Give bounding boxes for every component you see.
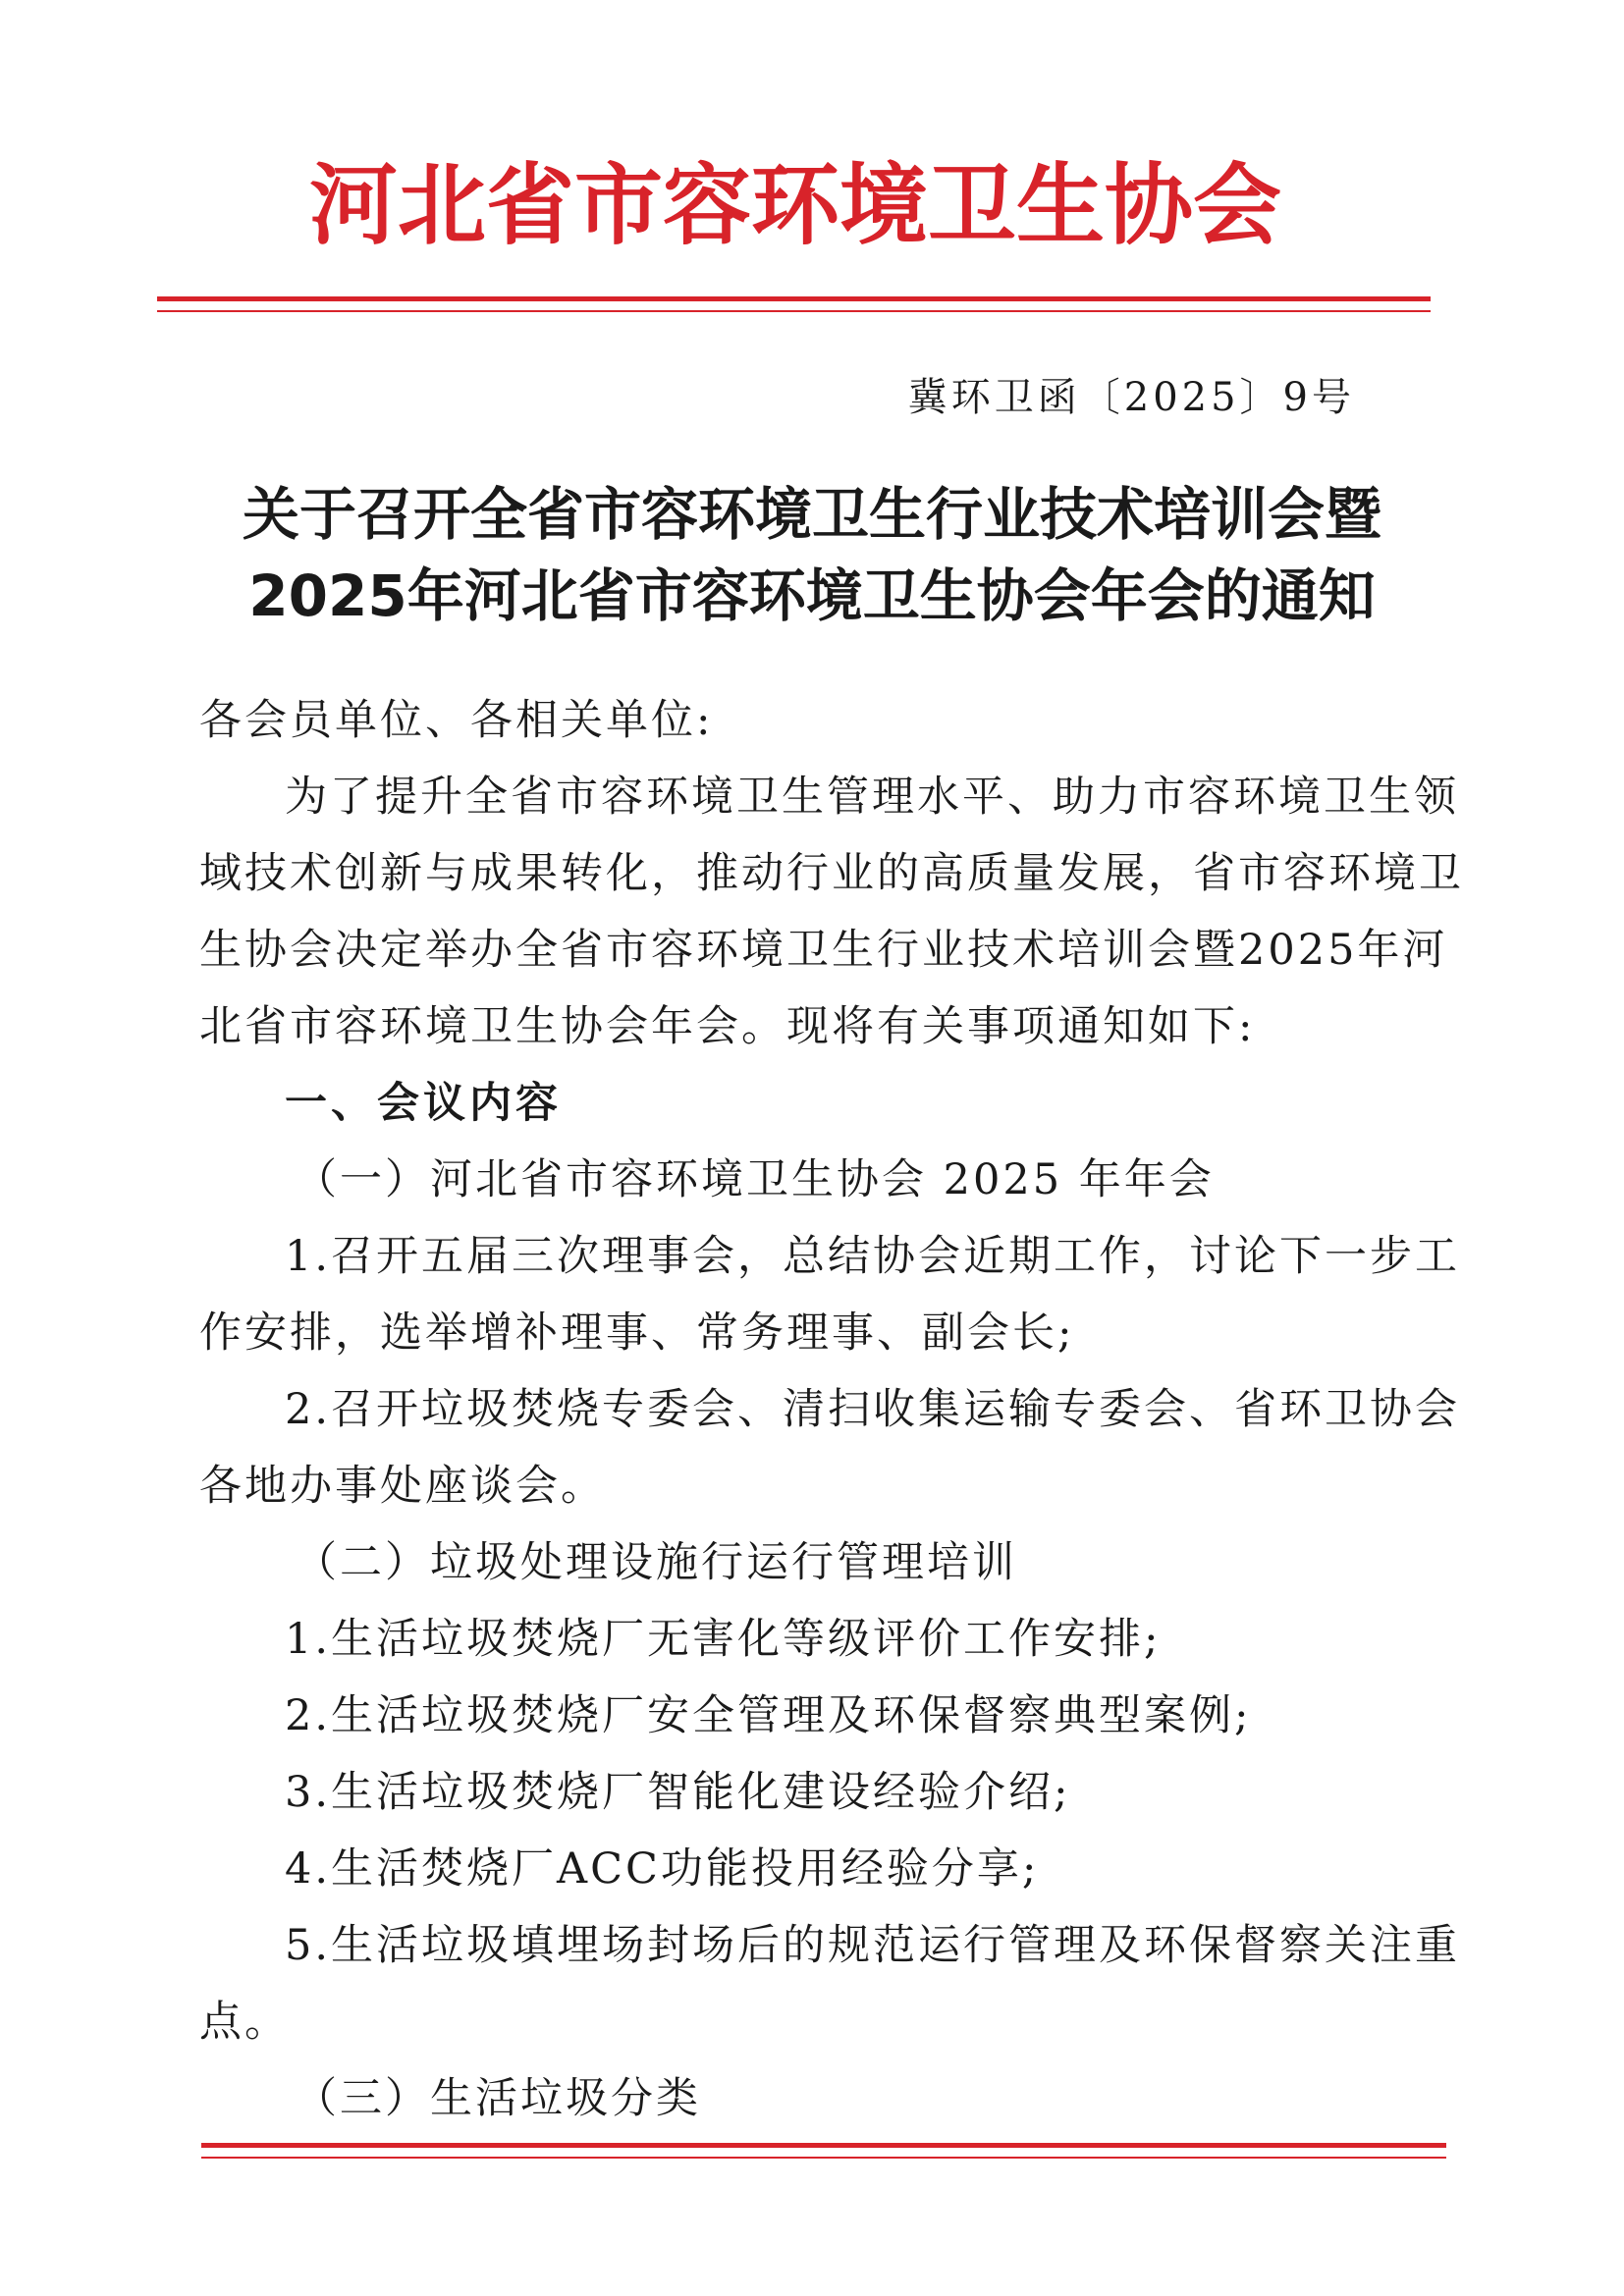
intro-line: 生协会决定举办全省市容环境卫生行业技术培训会暨2025年河 xyxy=(199,926,1448,975)
intro-line: 北省市容环境卫生协会年会。现将有关事项通知如下: xyxy=(199,1002,1256,1051)
document-number: 冀环卫函〔2025〕9号 xyxy=(907,375,1355,420)
subsection-heading: （一）河北省市容环境卫生协会 2025 年年会 xyxy=(295,1155,1215,1204)
notice-title-line-1: 关于召开全省市容环境卫生行业技术培训会暨 xyxy=(242,481,1381,548)
intro-line: 域技术创新与成果转化，推动行业的高质量发展，省市容环境卫 xyxy=(199,849,1464,898)
organization-masthead: 河北省市容环境卫生协会 xyxy=(309,154,1281,257)
list-item: 1.生活垃圾焚烧厂无害化等级评价工作安排; xyxy=(285,1615,1162,1664)
subsection-heading: （二）垃圾处理设施行运行管理培训 xyxy=(295,1538,1017,1587)
list-item: 4.生活焚烧厂ACC功能投用经验分享; xyxy=(285,1844,1040,1894)
footer-divider-thin xyxy=(201,2157,1446,2159)
section-heading: 一、会议内容 xyxy=(285,1079,562,1128)
list-item: 1.召开五届三次理事会，总结协会近期工作，讨论下一步工 xyxy=(285,1232,1461,1281)
list-item-continuation: 各地办事处座谈会。 xyxy=(199,1462,606,1511)
salutation: 各会员单位、各相关单位: xyxy=(199,696,714,745)
masthead-divider-thick xyxy=(157,296,1431,301)
list-item-continuation: 点。 xyxy=(199,1998,290,2047)
list-item: 3.生活垃圾焚烧厂智能化建设经验介绍; xyxy=(285,1768,1071,1817)
list-item: 2.召开垃圾焚烧专委会、清扫收集运输专委会、省环卫协会 xyxy=(285,1385,1461,1434)
subsection-heading: （三）生活垃圾分类 xyxy=(295,2074,701,2123)
list-item-continuation: 作安排，选举增补理事、常务理事、副会长; xyxy=(199,1308,1075,1358)
masthead-divider-thin xyxy=(157,310,1431,312)
list-item: 2.生活垃圾焚烧厂安全管理及环保督察典型案例; xyxy=(285,1691,1252,1740)
list-item: 5.生活垃圾填埋场封场后的规范运行管理及环保督察关注重 xyxy=(285,1921,1461,1970)
footer-divider-thick xyxy=(201,2143,1446,2148)
notice-title-line-2: 2025年河北省市容环境卫生协会年会的通知 xyxy=(248,562,1376,629)
intro-line: 为了提升全省市容环境卫生管理水平、助力市容环境卫生领 xyxy=(285,773,1459,822)
